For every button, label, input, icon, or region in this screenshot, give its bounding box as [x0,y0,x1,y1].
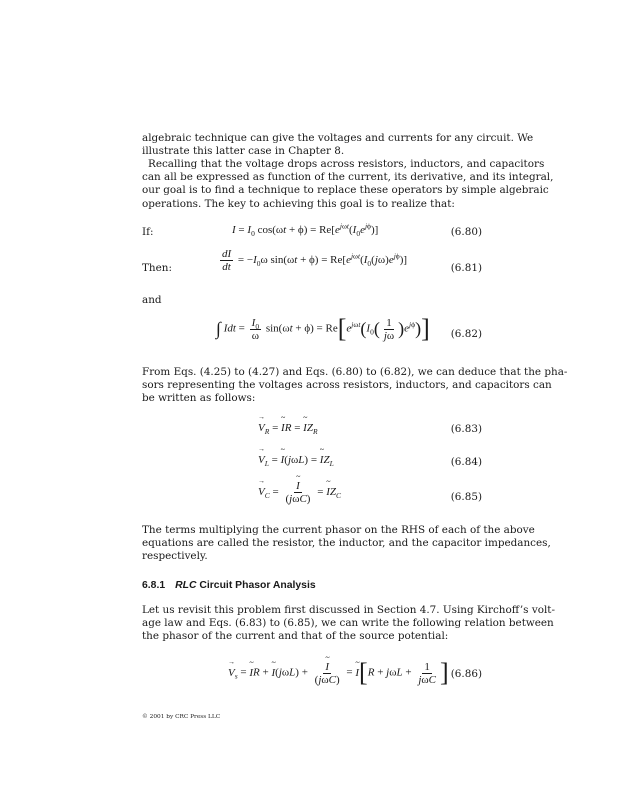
section-heading [142,580,316,591]
label-if: If: [142,226,154,238]
text-line: Recalling that the voltage drops across resistors, inductors, and capacitors [148,158,545,170]
paragraph-2 [142,158,554,211]
equation-6-85: → $V_C$ = ~ $\frac{I}{\text{(jωC)}}$ = ~ $IZ_C$ [258,480,341,505]
equation-6-84: → $V_L$ = ~ I(jωL) = ~ $IZ_L$ [258,454,334,466]
section-number: 6.8.1 [142,580,166,591]
equation-number: (6.81) [450,262,482,274]
text-line: be written as follows: [142,392,256,405]
equation-number: (6.85) [450,491,482,503]
text-line: can all be expressed as function of the current, its derivative, and its integral, [142,171,554,184]
paragraph-4 [142,524,551,564]
text-line: Let us revisit this problem first discussed in Section 4.7. Using Kirchoff’s volt- [142,604,555,616]
copyright-footer: © 2001 by CRC Press LLC [142,714,221,720]
label-then: Then: [142,262,172,274]
text-line: sors representing the voltages across resistors, inductors, and capacitors can [142,379,552,392]
text-line: operations. The key to achieving this goal is to realize that: [142,197,455,210]
equation-number: (6.84) [450,456,482,468]
equation-number: (6.86) [450,668,482,680]
text-line: illustrate this latter case in Chapter 8. [142,145,345,158]
equation-number: (6.82) [450,328,482,340]
label-and: and [142,294,162,306]
paragraph-3 [142,366,568,406]
equation-6-86: → $V_s$ = ~ IR + ~ I(jωL) + ~ $\frac{I}{\text{(jωC)}}$ = ~ I[R + jωL + $\frac{1}{\text{jωC}}$ ] [228,658,449,688]
equation-6-83: → $V_R$ = ~ IR = ~ $IZ_R$ [258,422,318,434]
text-line: our goal is to find a technique to replace these operators by simple algebraic [142,184,549,197]
text-line: algebraic technique can give the voltages and currents for any circuit. We [142,132,534,144]
section-title-italic: RLC [175,580,197,591]
paragraph-1 [142,132,534,158]
equation-6-80: $I = I_0$ $\cos(\omega t + \phi) = Re[e^{j\omega t}(I_0e^{j\phi})]$ [232,221,379,239]
equation-6-81: $\frac{dI}{dt}$ = $-I_0\omega$ $\sin(\omega t + \phi) = Re[e^{j\omega t}(I_0(j\omega)e^{j\phi})]$ [222,248,408,273]
text-line: The terms multiplying the current phasor on the RHS of each of the above [142,524,535,536]
paragraph-5 [142,604,555,644]
text-line: the phasor of the current and that of the source potential: [142,630,449,643]
section-title: Circuit Phasor Analysis [196,580,316,591]
text-line: age law and Eqs. (6.83) to (6.85), we can write the following relation between [142,617,554,630]
text-line: respectively. [142,550,208,563]
text-line: equations are called the resistor, the inductor, and the capacitor impedances, [142,537,551,550]
equation-number: (6.80) [450,226,482,238]
equation-number: (6.83) [450,423,482,435]
text-line: From Eqs. (4.25) to (4.27) and Eqs. (6.80) to (6.82), we can deduce that the pha- [142,366,568,378]
equation-6-82: ∫ Idt = $\frac{I_0}{\omega}$ $\sin(\omega t + \phi) = Re[e^{j\omega t}(I_0$( $\frac{1}{j\omega}$ )$e^{j\phi}$)] [216,314,430,343]
